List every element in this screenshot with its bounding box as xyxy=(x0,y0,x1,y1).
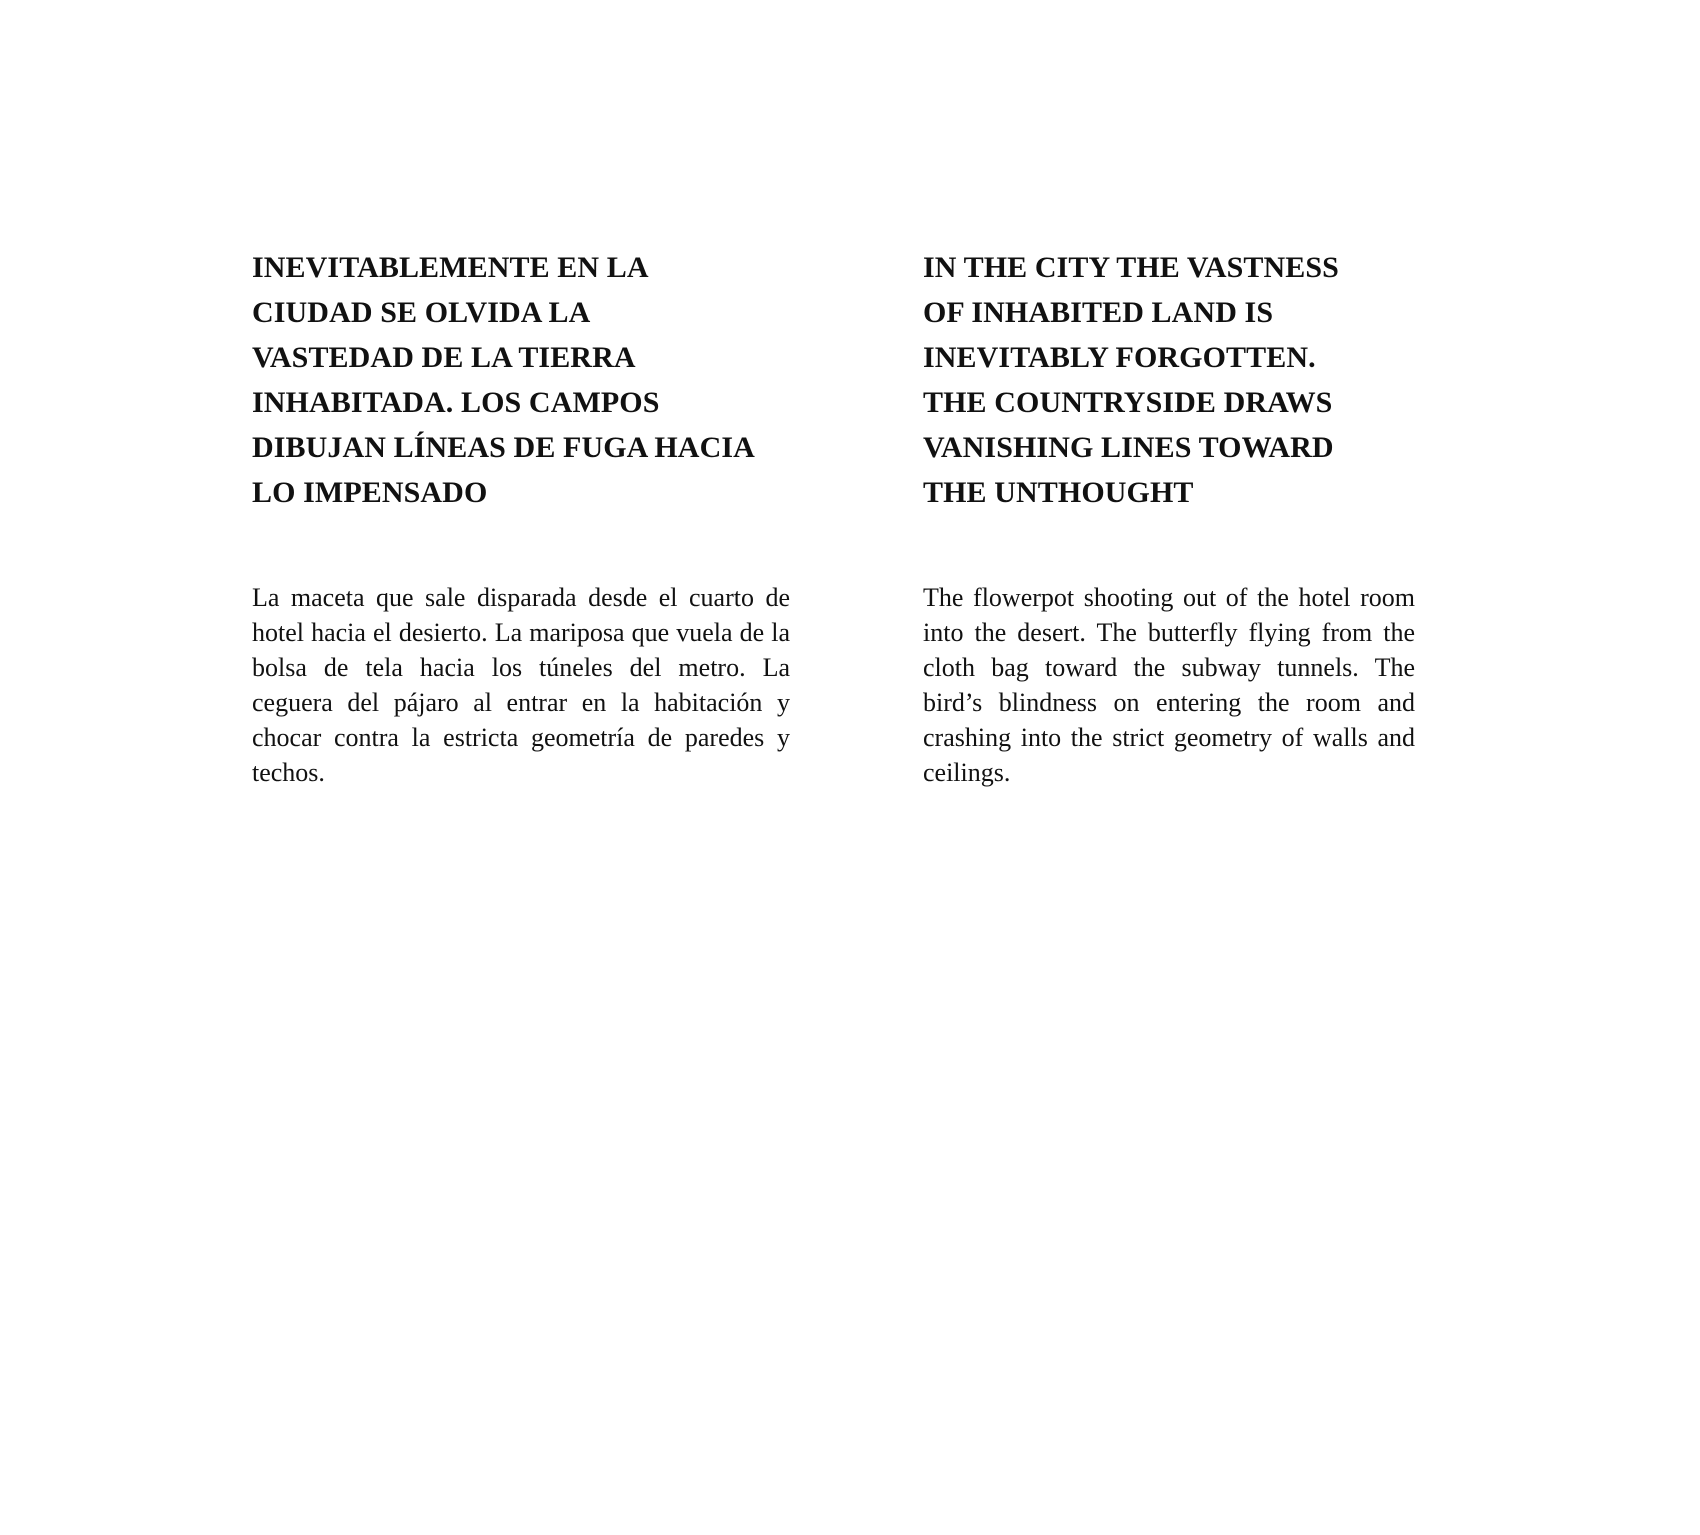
spanish-heading-line: VASTEDAD DE LA TIERRA xyxy=(252,341,636,374)
english-column xyxy=(923,245,1418,787)
english-heading-line: VANISHING LINES TOWARD xyxy=(923,431,1334,464)
english-heading-line: THE UNTHOUGHT xyxy=(923,476,1194,509)
english-heading-line: THE COUNTRYSIDE DRAWS xyxy=(923,386,1333,419)
spanish-heading-line: CIUDAD SE OLVIDA LA xyxy=(252,296,591,329)
english-heading-line: IN THE CITY THE VASTNESS xyxy=(923,251,1339,284)
english-body-paragraph: The flowerpot shooting out of the hotel room into the desert. The butterfly flying from the cloth bag toward the subway tunnels. The bird’s blindness on entering the room and crashing into the strict geometry of walls and ceilings. xyxy=(923,583,1415,787)
english-heading xyxy=(923,245,1418,515)
spanish-heading-line: INEVITABLEMENTE EN LA xyxy=(252,251,649,284)
english-heading-line: OF INHABITED LAND IS xyxy=(923,296,1274,329)
english-heading-line: INEVITABLY FORGOTTEN. xyxy=(923,341,1316,374)
spanish-column xyxy=(252,245,797,787)
spanish-body-paragraph: La maceta que sale disparada desde el cuarto de hotel hacia el desierto. La mariposa que vuela de la bolsa de tela hacia los túneles del metro. La ceguera del pájaro al entrar en la habitación y chocar contra la estricta geometría de paredes y techos. xyxy=(252,583,790,787)
spanish-heading xyxy=(252,245,797,515)
spanish-heading-line: INHABITADA. LOS CAMPOS xyxy=(252,386,660,419)
spanish-heading-line: LO IMPENSADO xyxy=(252,476,488,509)
spanish-heading-line: DIBUJAN LÍNEAS DE FUGA HACIA xyxy=(252,431,755,464)
